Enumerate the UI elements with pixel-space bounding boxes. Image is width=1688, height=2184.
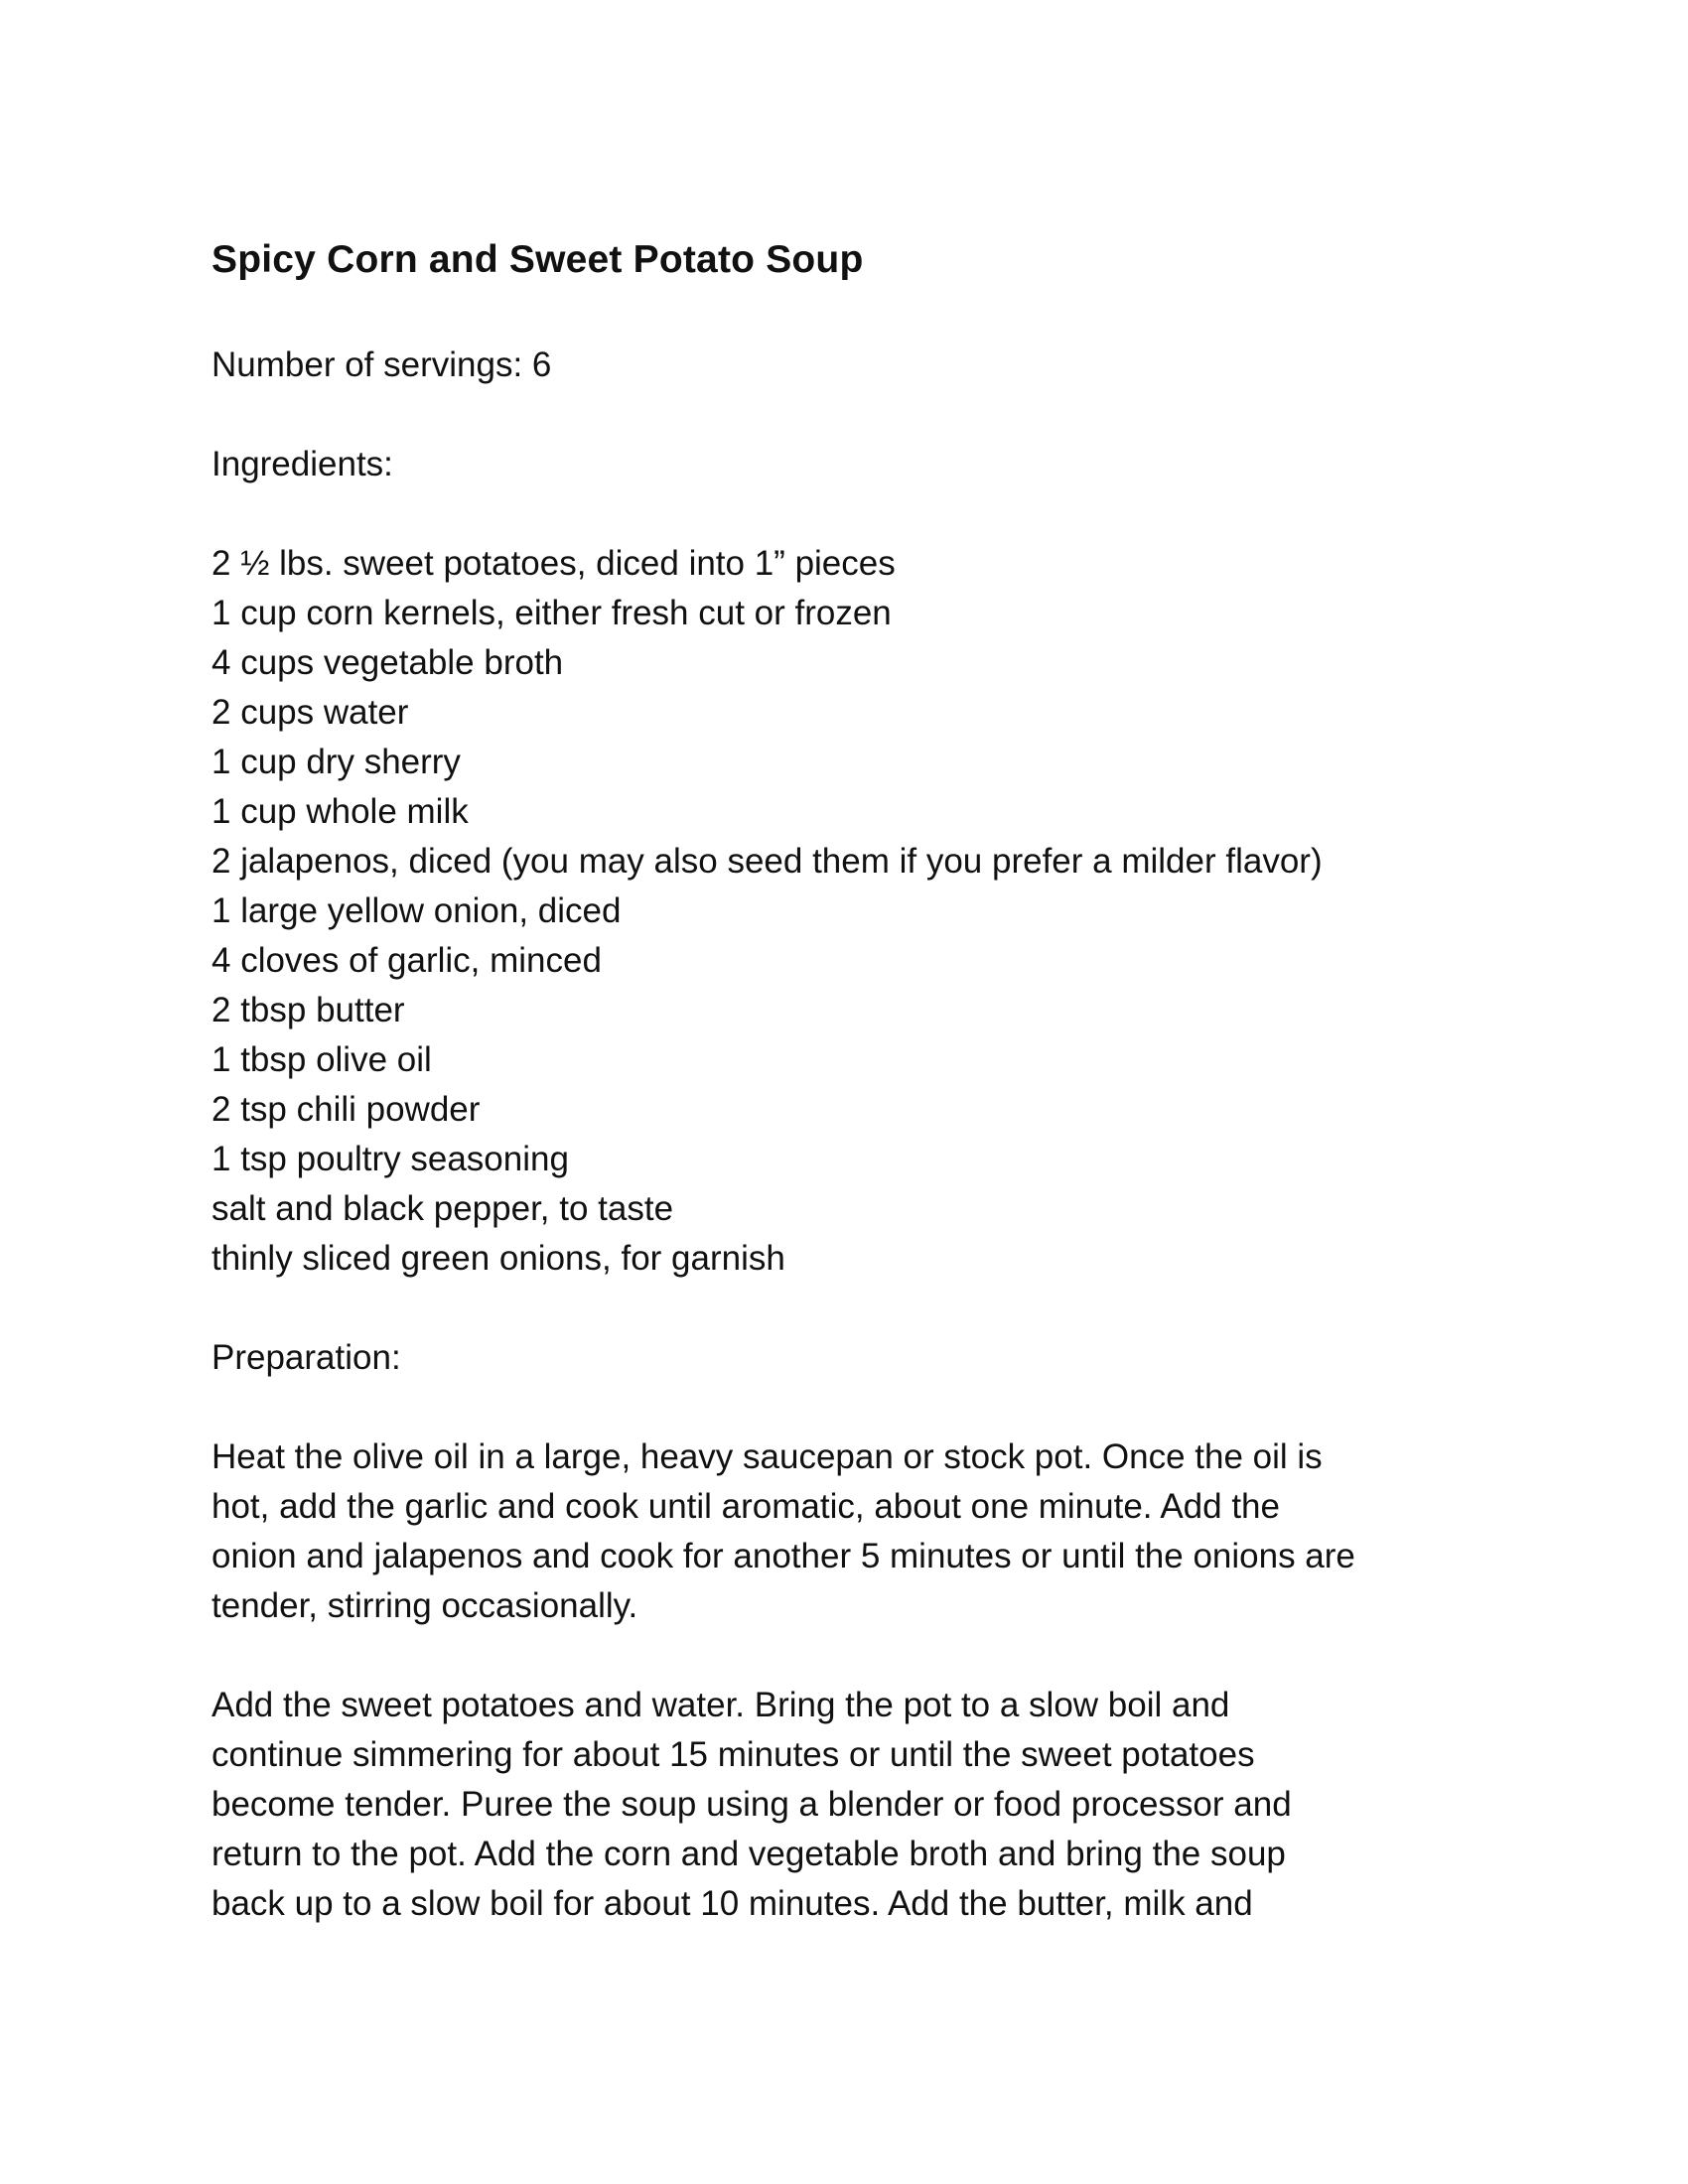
ingredient-item: 1 cup corn kernels, either fresh cut or frozen [211,594,892,632]
recipe-title: Spicy Corn and Sweet Potato Soup [211,238,864,281]
paragraph-line: Heat the olive oil in a large, heavy saucepan or stock pot. Once the oil is [211,1437,1323,1476]
ingredient-item: 1 tbsp olive oil [211,1040,432,1079]
ingredient-item: 2 ½ lbs. sweet potatoes, diced into 1” pieces [211,544,896,583]
recipe-content [211,230,1502,1929]
paragraph-line: become tender. Puree the soup using a blender or food processor and [211,1785,1292,1824]
paragraph-line: onion and jalapenos and cook for another 5 minutes or until the onions are [211,1537,1355,1575]
paragraph-line: Add the sweet potatoes and water. Bring the pot to a slow boil and [211,1686,1230,1724]
ingredient-item: 1 large yellow onion, diced [211,891,622,930]
ingredient-item: 2 tsp chili powder [211,1090,481,1129]
paragraph-line: hot, add the garlic and cook until aromatic, about one minute. Add the [211,1487,1280,1526]
ingredient-item: salt and black pepper, to taste [211,1189,674,1228]
ingredient-item: 2 jalapenos, diced (you may also seed them if you prefer a milder flavor) [211,842,1323,881]
ingredient-item: 1 cup dry sherry [211,743,461,781]
paragraph-line: return to the pot. Add the corn and vegetable broth and bring the soup [211,1835,1286,1873]
ingredients-list [211,539,1502,1284]
preparation-step-2 [211,1681,1502,1929]
ingredient-item: 4 cloves of garlic, minced [211,941,602,980]
ingredient-item: 4 cups vegetable broth [211,643,564,682]
paragraph-line: tender, stirring occasionally. [211,1586,638,1625]
ingredient-item: 1 tsp poultry seasoning [211,1140,569,1178]
ingredient-item: 1 cup whole milk [211,792,469,831]
ingredient-item: 2 cups water [211,693,409,732]
ingredient-item: thinly sliced green onions, for garnish [211,1239,785,1278]
paragraph-line: continue simmering for about 15 minutes or until the sweet potatoes [211,1735,1255,1774]
preparation-heading: Preparation: [211,1338,401,1377]
preparation-step-1 [211,1433,1502,1631]
paragraph-line: back up to a slow boil for about 10 minutes. Add the butter, milk and [211,1884,1253,1923]
servings-line: Number of servings: 6 [211,345,552,384]
ingredient-item: 2 tbsp butter [211,991,405,1029]
ingredients-heading: Ingredients: [211,445,393,483]
